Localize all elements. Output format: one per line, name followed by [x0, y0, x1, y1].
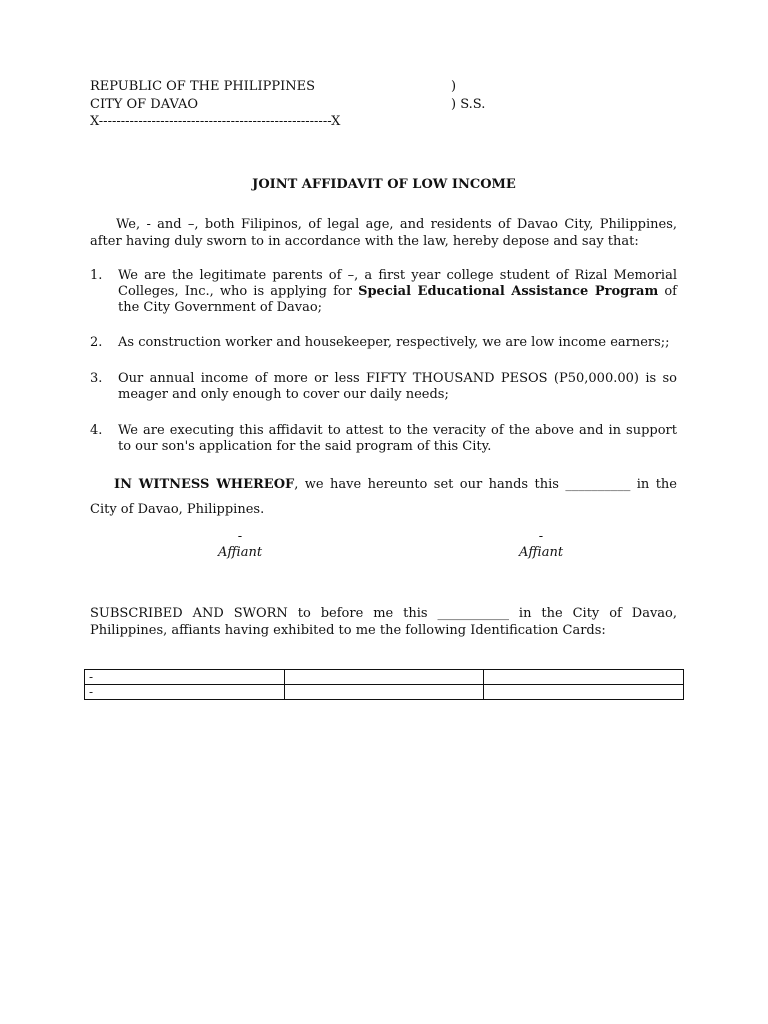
list-item-1 [90, 268, 677, 316]
venue-separator: X-----------------------------------------------------X [90, 114, 341, 129]
table-cell [484, 685, 684, 700]
list-item-number: 2. [90, 335, 103, 350]
list-item-text: As construction worker and housekeeper, respectively, we are low income earners;; [118, 335, 670, 350]
affiant-name: - [538, 529, 544, 544]
list-item-2 [90, 335, 677, 351]
venue-republic-paren: ) [451, 79, 457, 94]
list-item-text-post: of the City Government of Davao; [118, 284, 677, 315]
list-item-text: Our annual income of more or less FIFTY THOUSAND PESOS (P50,000.00) is so meager and only enough to cover our daily needs; [118, 371, 677, 402]
venue-ss-text: ) S.S. [451, 97, 486, 112]
list-item-number: 3. [90, 371, 103, 386]
table-cell [284, 685, 484, 700]
venue-line-republic [90, 78, 457, 96]
witness-text: , we have hereunto set our hands this __________ in the City of Davao, Philippines. [90, 477, 677, 517]
list-item-3 [90, 371, 677, 403]
signature-block-right [441, 529, 641, 561]
intro-paragraph: We, - and –, both Filipinos, of legal age, and residents of Davao City, Philippines, after having duly sworn to in accordance with the law, hereby depose and say that: [90, 217, 677, 249]
document-title: JOINT AFFIDAVIT OF LOW INCOME [252, 177, 516, 192]
list-item-text-pre: We are the legitimate parents of –, a first year college student of Rizal Memorial Colleges, Inc., who is applying for [118, 268, 677, 299]
affiant-label: Affiant [217, 545, 263, 560]
jurat-paragraph: SUBSCRIBED AND SWORN to before me this ___________ in the City of Davao, Philippines, affiants having exhibited to me the following Identification Cards: [90, 606, 677, 638]
signature-block-left [140, 529, 340, 561]
venue-line-city [90, 96, 486, 114]
venue-city-text: CITY OF DAVAO [90, 97, 198, 112]
table-row [85, 685, 684, 700]
list-item-4 [90, 423, 677, 455]
table-row [85, 670, 684, 685]
identification-table [84, 669, 684, 700]
table-cell [484, 670, 684, 685]
affiant-label: Affiant [518, 545, 564, 560]
witness-heading: IN WITNESS WHEREOF [114, 477, 295, 492]
list-item-text: We are executing this affidavit to attest to the veracity of the above and in support to our son's application for the said program of this City. [118, 423, 677, 454]
affiant-name: - [237, 529, 243, 544]
list-item-number: 1. [90, 268, 103, 283]
list-item-number: 4. [90, 423, 103, 438]
table-cell [284, 670, 484, 685]
table-cell: - [85, 670, 285, 685]
table-cell: - [85, 685, 285, 700]
venue-republic-text: REPUBLIC OF THE PHILIPPINES [90, 79, 315, 94]
list-item-text [118, 268, 677, 316]
program-name: Special Educational Assistance Program [358, 284, 659, 299]
witness-paragraph [90, 472, 677, 522]
